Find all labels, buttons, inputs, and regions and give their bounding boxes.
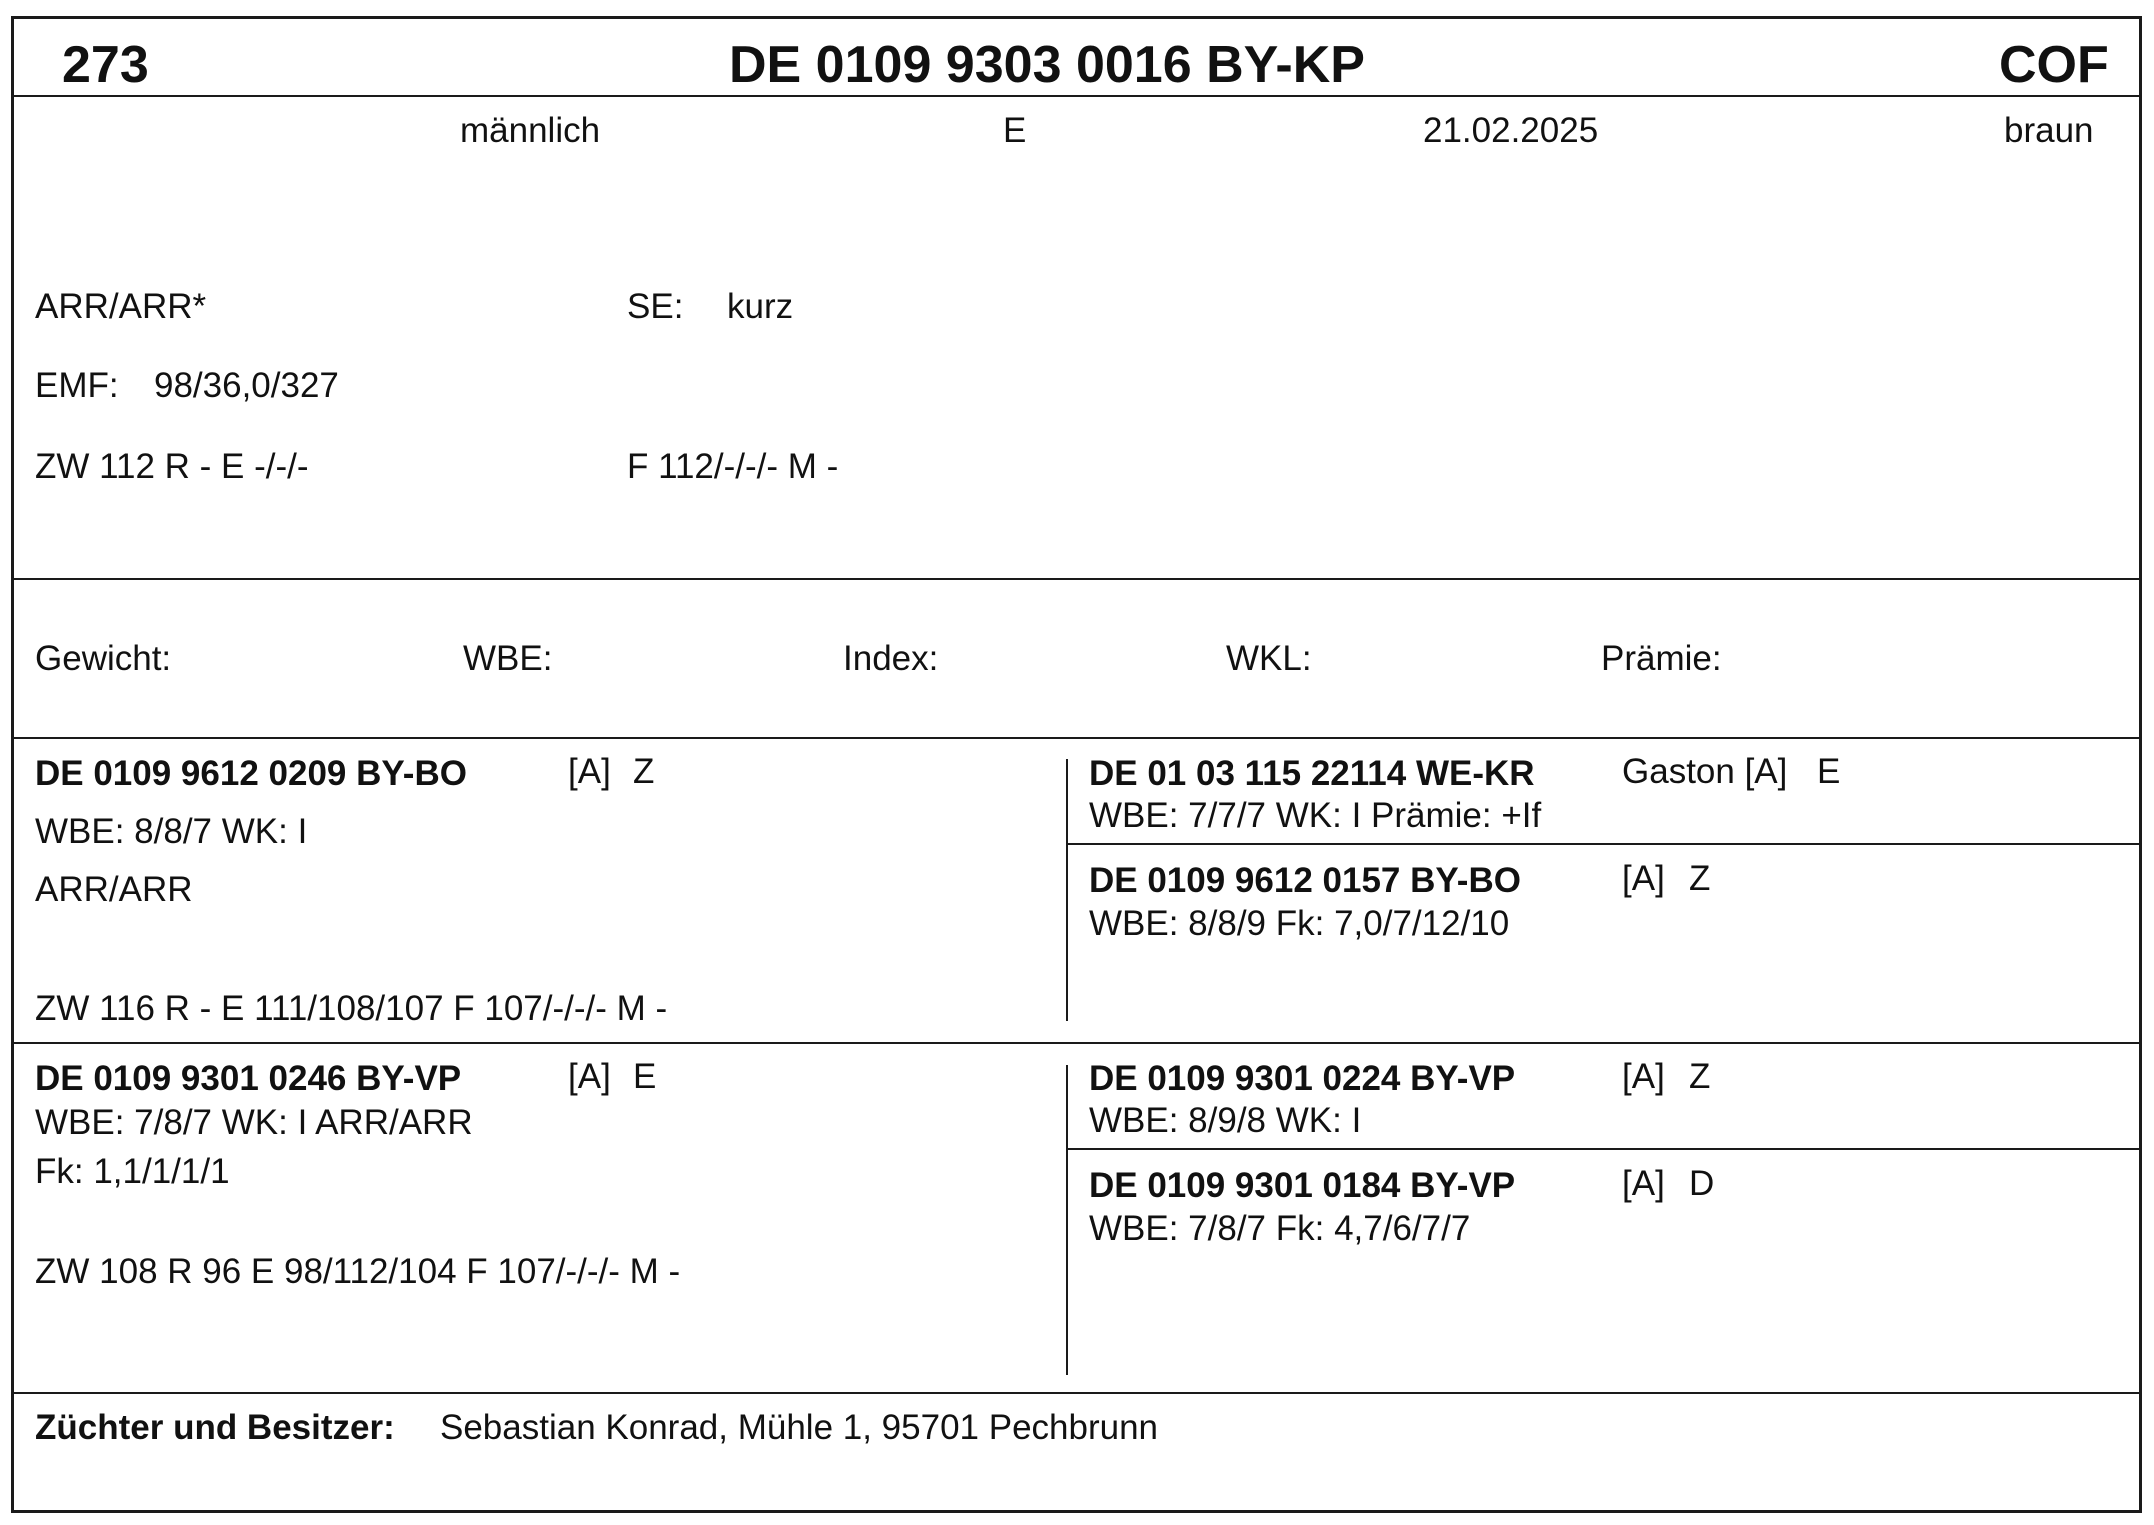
dam-tag: [A] (568, 1057, 611, 1096)
wbe-label: WBE: (463, 639, 553, 678)
divider-sire-column (1066, 759, 1068, 1021)
birth-date: 21.02.2025 (1423, 111, 1599, 150)
sire-sire-name: Gaston [A] (1622, 752, 1788, 791)
sex: männlich (460, 111, 601, 150)
breed-code: COF (1999, 36, 2109, 94)
praemie-label: Prämie: (1601, 639, 1722, 678)
wkl-label: WKL: (1226, 639, 1312, 678)
sire-wbe: WBE: 8/8/7 WK: I (35, 812, 308, 851)
divider-sire-grandparents (1068, 843, 2139, 845)
breeder-label: Züchter und Besitzer: (35, 1408, 395, 1447)
divider-sire-dam (14, 1042, 2139, 1044)
sire-dam-tag: [A] (1622, 859, 1665, 898)
genotype: ARR/ARR* (35, 287, 207, 326)
dam-grade: E (633, 1057, 657, 1096)
sire-sire-grade: E (1817, 752, 1841, 791)
dam-sire-id: DE 0109 9301 0224 BY-VP (1089, 1059, 1516, 1098)
emf-value: 98/36,0/327 (154, 366, 339, 405)
dam-dam-wbe: WBE: 7/8/7 Fk: 4,7/6/7/7 (1089, 1209, 1471, 1248)
dam-sire-tag: [A] (1622, 1057, 1665, 1096)
dam-dam-grade: D (1689, 1164, 1715, 1203)
divider-evaluation (14, 737, 2139, 739)
divider-traits (14, 578, 2139, 580)
sire-tag: [A] (568, 752, 611, 791)
sire-dam-grade: Z (1689, 859, 1711, 898)
divider-header (14, 95, 2139, 97)
breeding-value: ZW 112 R - E -/-/- (35, 447, 309, 486)
sire-sire-wbe: WBE: 7/7/7 WK: I Prämie: +If (1089, 796, 1542, 835)
sire-dam-wbe: WBE: 8/8/9 Fk: 7,0/7/12/10 (1089, 904, 1510, 943)
animal-id: DE 0109 9303 0016 BY-KP (729, 36, 1365, 94)
dam-sire-wbe: WBE: 8/9/8 WK: I (1089, 1101, 1362, 1140)
divider-dam-grandparents (1068, 1148, 2139, 1150)
sire-genotype: ARR/ARR (35, 870, 193, 909)
sire-breeding-value: ZW 116 R - E 111/108/107 F 107/-/-/- M - (35, 989, 668, 1028)
color: braun (2004, 111, 2094, 150)
weight-label: Gewicht: (35, 639, 172, 678)
dam-dam-tag: [A] (1622, 1164, 1665, 1203)
dam-breeding-value: ZW 108 R 96 E 98/112/104 F 107/-/-/- M - (35, 1252, 681, 1291)
dam-wbe: WBE: 7/8/7 WK: I ARR/ARR (35, 1103, 473, 1142)
se-label: SE: (627, 287, 684, 326)
dam-id: DE 0109 9301 0246 BY-VP (35, 1059, 462, 1098)
f-value: F 112/-/-/- M - (627, 447, 839, 486)
divider-footer (14, 1392, 2139, 1394)
dam-dam-id: DE 0109 9301 0184 BY-VP (1089, 1166, 1516, 1205)
dam-sire-grade: Z (1689, 1057, 1711, 1096)
pedigree-card (11, 16, 2142, 1513)
sire-dam-id: DE 0109 9612 0157 BY-BO (1089, 861, 1521, 900)
index-label: Index: (843, 639, 939, 678)
sire-grade: Z (633, 752, 655, 791)
catalog-number: 273 (62, 36, 149, 94)
se-value: kurz (727, 287, 794, 326)
divider-dam-column (1066, 1065, 1068, 1375)
dam-fk: Fk: 1,1/1/1/1 (35, 1152, 230, 1191)
sire-id: DE 0109 9612 0209 BY-BO (35, 754, 467, 793)
emf-label: EMF: (35, 366, 119, 405)
sire-sire-id: DE 01 03 115 22114 WE-KR (1089, 754, 1535, 793)
class: E (1003, 111, 1027, 150)
breeder-value: Sebastian Konrad, Mühle 1, 95701 Pechbrunn (440, 1408, 1159, 1447)
